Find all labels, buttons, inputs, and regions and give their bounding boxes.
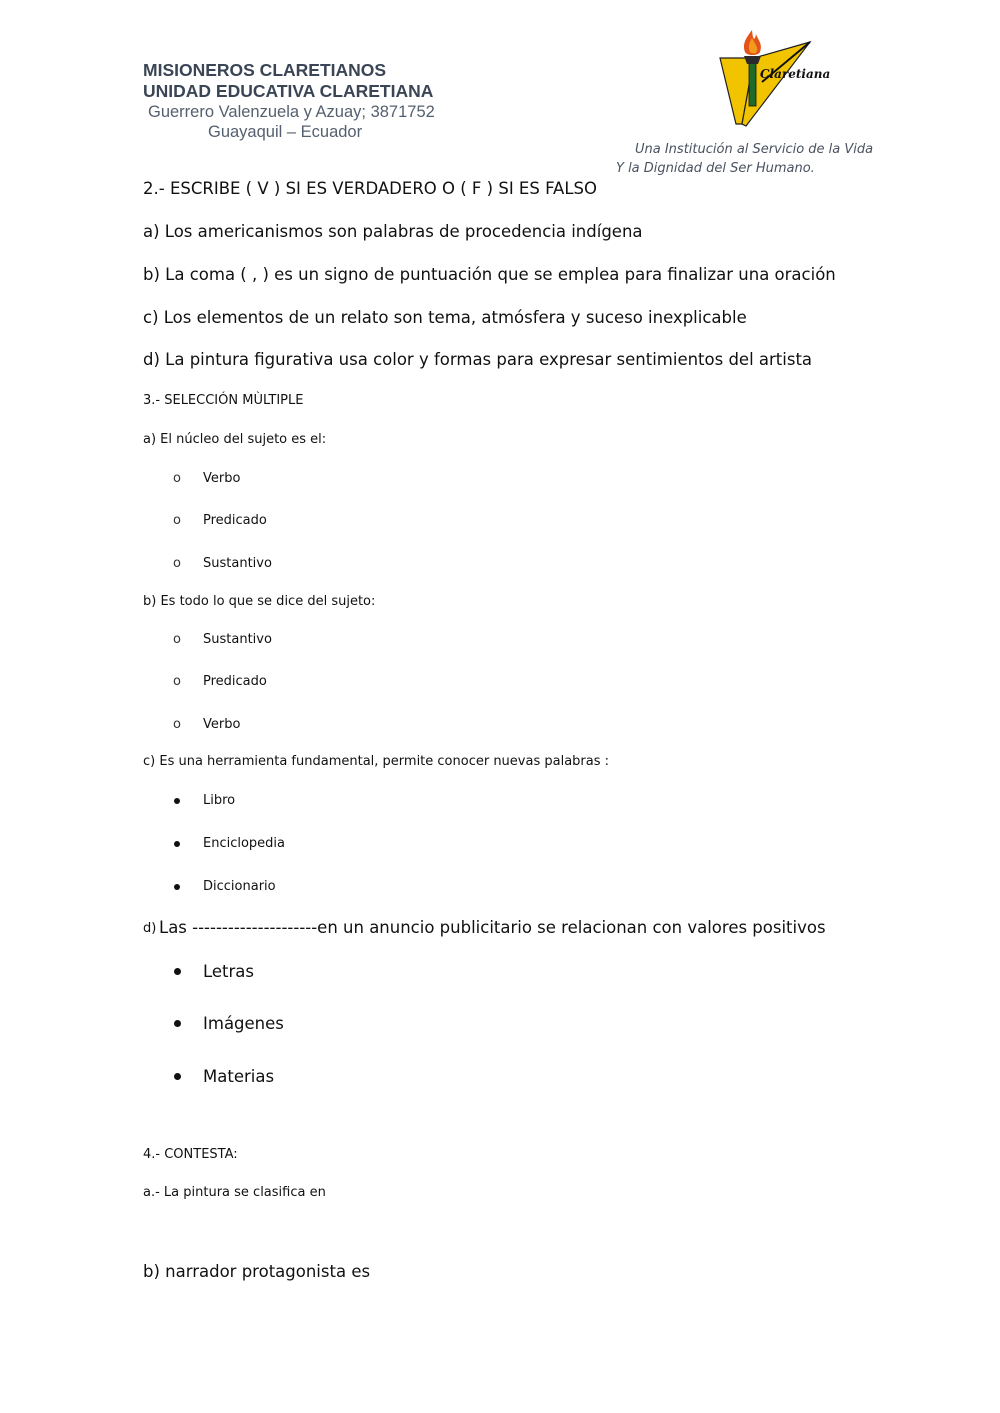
option-bullet: o (173, 513, 181, 528)
bullet-dot (174, 798, 180, 804)
option-d-2[interactable]: Imágenes (203, 1014, 284, 1033)
school-city: Guayaquil – Ecuador (208, 123, 363, 141)
tf-item-a: a) Los americanismos son palabras de procedencia indígena (143, 222, 643, 241)
option-a-3[interactable]: Sustantivo (203, 556, 272, 571)
question-d: Las ---------------------en un anuncio publicitario se relacionan con valores positivos (159, 918, 826, 937)
option-a-2[interactable]: Predicado (203, 513, 267, 528)
question-c: c) Es una herramienta fundamental, permite conocer nuevas palabras : (143, 754, 610, 769)
option-c-1[interactable]: Libro (203, 793, 236, 808)
option-d-1[interactable]: Letras (203, 962, 255, 981)
school-address: Guerrero Valenzuela y Azuay; 3871752 (148, 103, 435, 121)
option-c-3[interactable]: Diccionario (203, 879, 276, 894)
bullet-dot (174, 1073, 181, 1080)
tf-item-d: d) La pintura figurativa usa color y formas para expresar sentimientos del artista (143, 350, 813, 369)
option-b-2[interactable]: Predicado (203, 674, 267, 689)
question-4b: b) narrador protagonista es (143, 1262, 371, 1281)
bullet-dot (174, 884, 180, 890)
tf-item-b: b) La coma ( , ) es un signo de puntuación que se emplea para finalizar una oración (143, 265, 836, 284)
question-4a: a.- La pintura se clasifica en (143, 1185, 326, 1200)
option-c-2[interactable]: Enciclopedia (203, 836, 286, 851)
question-a: a) El núcleo del sujeto es el: (143, 432, 327, 447)
question-d-prefix: d) (143, 921, 157, 936)
logo-text: Claretiana (760, 67, 830, 81)
option-bullet: o (173, 556, 181, 571)
tf-item-c: c) Los elementos de un relato son tema, atmósfera y suceso inexplicable (143, 308, 747, 327)
option-a-1[interactable]: Verbo (203, 471, 241, 486)
bullet-dot (174, 968, 181, 975)
option-d-3[interactable]: Materias (203, 1067, 275, 1086)
motto-line1: Una Institución al Servicio de la Vida (635, 142, 874, 157)
option-b-3[interactable]: Verbo (203, 717, 241, 732)
section4-title: 4.- CONTESTA: (143, 1147, 238, 1162)
option-bullet: o (173, 632, 181, 647)
option-bullet: o (173, 674, 181, 689)
bullet-dot (174, 1020, 181, 1027)
section2-title: 2.- ESCRIBE ( V ) SI ES VERDADERO O ( F ) SI ES FALSO (143, 179, 597, 198)
section3-title: 3.- SELECCIÓN MÙLTIPLE (143, 393, 304, 408)
question-b: b) Es todo lo que se dice del sujeto: (143, 594, 376, 609)
school-name-line2: UNIDAD EDUCATIVA CLARETIANA (143, 81, 434, 101)
bullet-dot (174, 841, 180, 847)
claretiana-logo-icon (718, 28, 830, 132)
motto-line2: Y la Dignidad del Ser Humano. (616, 161, 815, 176)
option-b-1[interactable]: Sustantivo (203, 632, 272, 647)
option-bullet: o (173, 717, 181, 732)
option-bullet: o (173, 471, 181, 486)
school-name-line1: MISIONEROS CLARETIANOS (143, 60, 387, 80)
